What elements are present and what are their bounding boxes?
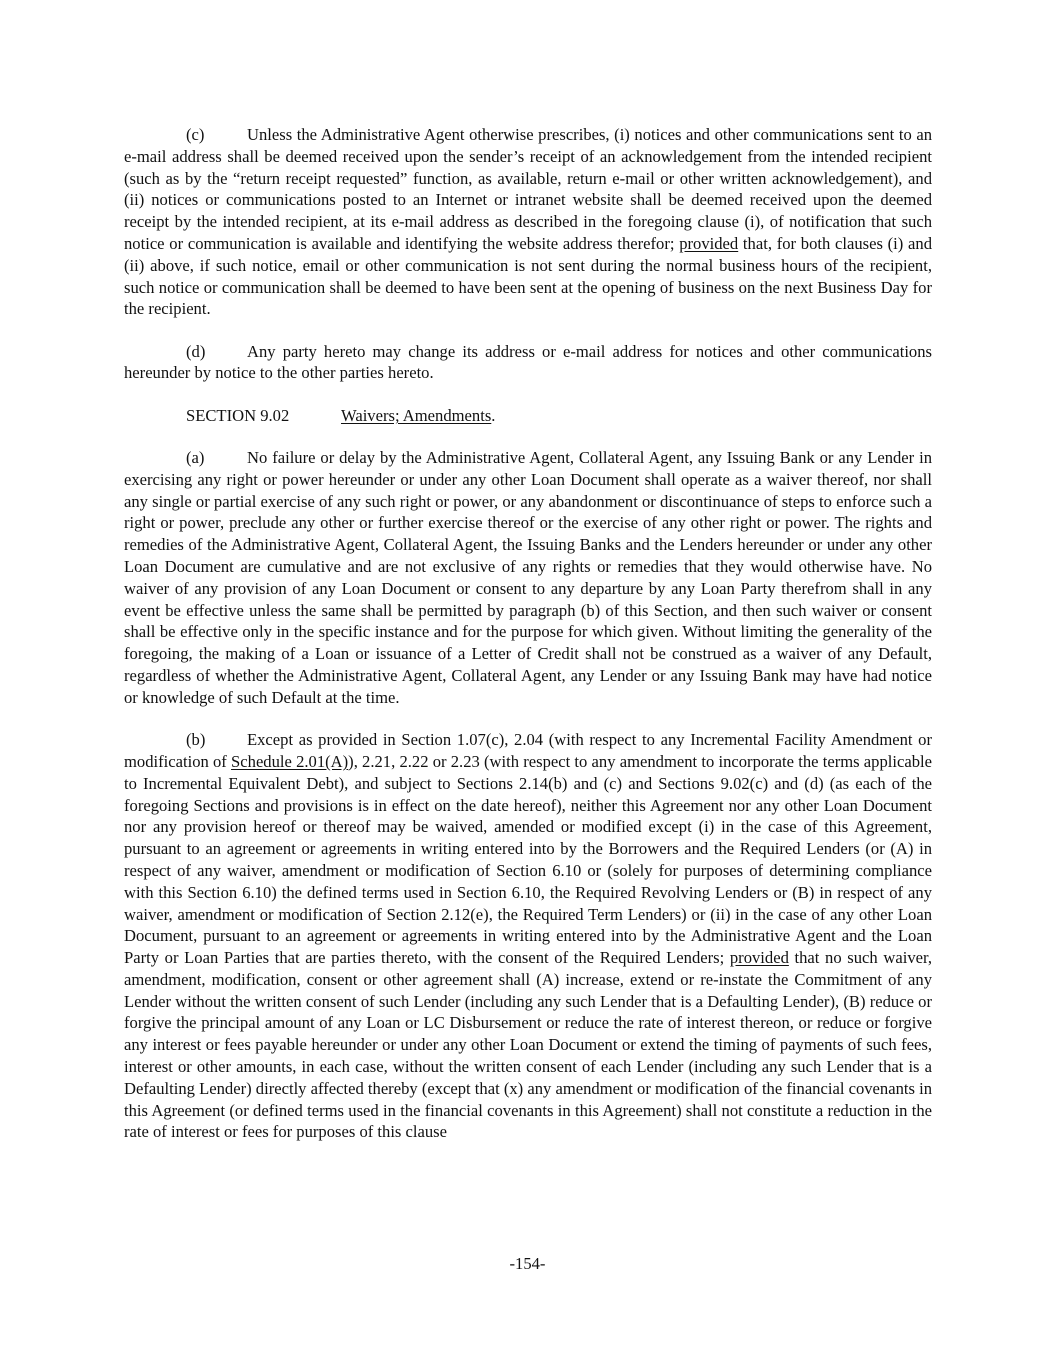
paragraph-d [124, 341, 932, 385]
paragraph-label: (d) [186, 341, 206, 361]
paragraph-label: (b) [186, 730, 206, 750]
document-page [124, 124, 932, 1164]
section-number: SECTION 9.02 [186, 405, 290, 425]
underlined-term: Schedule 2.01(A) [231, 751, 349, 771]
paragraph-text: Unless the Administrative Agent otherwise prescribes, (i) notices and other communications sent to an e-mail address shall be deemed received upon the sender’s receipt of an acknowledgement from the intended recipient (such as by the “return receipt requested” function, as available, return e-mail or other written acknowledgement), and (ii) notices or communications posted to an Internet or intranet website shall be deemed received upon the deemed receipt by the intended recipient, at its e-mail address as described in the foregoing clause (i), of notification that such notice or communication is available and identifying the website address therefor; [124, 125, 932, 253]
paragraph-text: that no such waiver, amendment, modification, consent or other agreement shall (A) increase, extend or re-instate the Commitment of any Lender without the written consent of such Lender (including any such Lender that is a Defaulting Lender), (B) reduce or forgive the principal amount of any Loan or LC Disbursement or reduce the rate of interest thereon, or reduce or forgive any interest or fees payable hereunder or under any other Loan Document or extend the timing of payments of such fees, interest or other amounts, in each case, without the written consent of each Lender (including any such Lender that is a Defaulting Lender) directly affected thereby (except that (x) any amendment or modification of the financial covenants in this Agreement (or defined terms used in the financial covenants in this Agreement) shall not constitute a reduction in the rate of interest or fees for purposes of this clause [124, 948, 932, 1142]
section-title-period: . [491, 405, 496, 425]
paragraph-b [124, 729, 932, 1143]
paragraph-a [124, 447, 932, 709]
underlined-term: provided [729, 948, 789, 968]
paragraph-text: No failure or delay by the Administrative Agent, Collateral Agent, any Issuing Bank or any Lender in exercising any right or power hereunder or under any other Loan Document shall operate as a waiver thereof, nor shall any single or partial exercise of any such right or power, or any abandonment or discontinuance of steps to enforce such a right or power, preclude any other or further exercise thereof or the exercise of any other right or power. The rights and remedies of the Administrative Agent, Collateral Agent, the Issuing Banks and the Lenders hereunder or under any other Loan Document are cumulative and are not exclusive of any rights or remedies that they would otherwise have. No waiver of any provision of any Loan Document or consent to any departure by any Loan Party therefrom shall in any event be effective unless the same shall be permitted by paragraph (b) of this Section, and then such waiver or consent shall be effective only in the specific instance and for the purpose for which given. Without limiting the generality of the foregoing, the making of a Loan or issuance of a Letter of Credit shall not be construed as a waiver of any Default, regardless of whether the Administrative Agent, Collateral Agent, any Lender or any Issuing Bank may have had notice or knowledge of such Default at the time. [124, 448, 932, 707]
paragraph-label: (a) [186, 448, 205, 468]
paragraph-text: Any party hereto may change its address or e-mail address for notices and other communications hereunder by notice to the other parties hereto. [124, 341, 932, 383]
underlined-term: provided [679, 233, 739, 253]
paragraph-text: Except as provided in Section 1.07(c), 2.04 (with respect to any Incremental Facility Amendment or modification of [124, 730, 932, 771]
paragraph-label: (c) [186, 125, 205, 144]
paragraph-c [124, 124, 932, 320]
section-title: Waivers; Amendments [341, 405, 492, 425]
section-heading [124, 405, 932, 427]
paragraph-text: that, for both clauses (i) and (ii) above, if such notice, email or other communication is not sent during the normal business hours of the recipient, such notice or communication shall be deemed to have been sent at the opening of business on the next Business Day for the recipient. [124, 233, 932, 319]
paragraph-text: ), 2.21, 2.22 or 2.23 (with respect to any amendment to incorporate the terms applicable to Incremental Equivalent Debt), and subject to Sections 2.14(b) and (c) and Sections 9.02(c) and (d) (as each of the foregoing Sections and provisions is in effect on the date hereof), neither this Agreement nor any other Loan Document nor any provision hereof or thereof may be waived, amended or modified except (i) in the case of this Agreement, pursuant to an agreement or agreements in writing entered into by the Borrowers and the Required Lenders (or (A) in respect of any waiver, amendment or modification of Section 6.10 or (solely for purposes of determining compliance with this Section 6.10) the defined terms used in Section 6.10, the Required Revolving Lenders or (B) in respect of any waiver, amendment or modification of Section 2.12(e), the Required Term Lenders) or (ii) in the case of any other Loan Document, pursuant to an agreement or agreements in writing entered into by the Administrative Agent and the Loan Party or Loan Parties that are parties thereto, with the consent of the Required Lenders; [124, 751, 932, 968]
page-number: -154- [509, 1254, 546, 1273]
